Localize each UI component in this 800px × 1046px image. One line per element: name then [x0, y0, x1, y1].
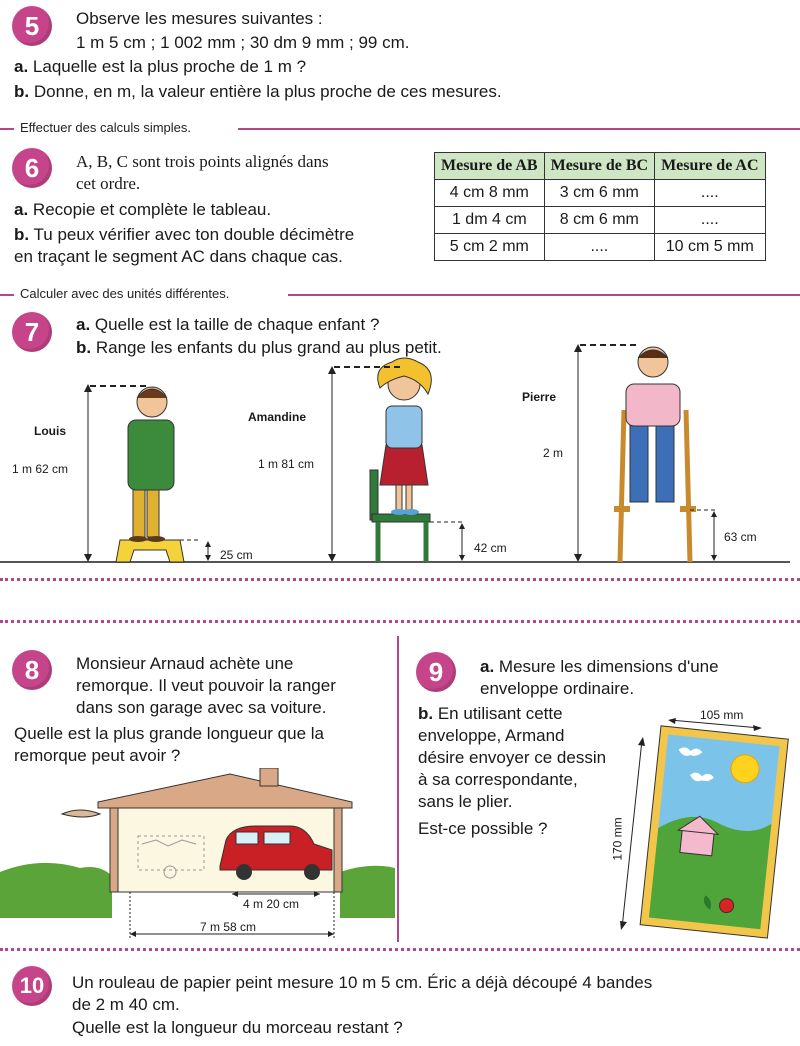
table-row [435, 234, 766, 261]
table-cell: 5 cm 2 mm [435, 234, 545, 261]
table-header: Mesure de BC [544, 153, 654, 180]
ex6-question-b-line2: en traçant le segment AC dans chaque cas. [14, 247, 343, 266]
ex6-b-label: b. [14, 225, 30, 244]
amandine-name: Amandine [248, 410, 307, 424]
ex10-line3: Quelle est la longueur du morceau restant ? [72, 1018, 403, 1037]
table-header: Mesure de AB [435, 153, 545, 180]
table-cell: 4 cm 8 mm [435, 180, 545, 207]
section-rule-left [0, 128, 14, 130]
ex5-a-text: Laquelle est la plus proche de 1 m ? [32, 57, 307, 76]
exercise-10-number: 10 [12, 966, 52, 1006]
dotted-separator [0, 578, 800, 581]
ex6-measure-table [434, 152, 766, 261]
column-divider [397, 636, 399, 942]
ex9-height-label: 170 mm [610, 817, 625, 861]
ex9-question-a-line2: enveloppe ordinaire. [480, 679, 635, 698]
ex7-a-label: a. [76, 315, 91, 334]
ex7-children-illustration [0, 340, 800, 590]
exercise-5-number: 5 [12, 6, 52, 46]
ex7-question-a [76, 314, 379, 336]
ex8-line2: remorque. Il veut pouvoir la ranger [76, 676, 336, 695]
ex8-question-line2: remorque peut avoir ? [14, 746, 181, 765]
section-rule-right [238, 128, 800, 130]
table-cell: 8 cm 6 mm [544, 207, 654, 234]
ex9-b-line1: En utilisant cette [437, 704, 563, 723]
exercise-8-number: 8 [12, 650, 52, 690]
ex5-measures: 1 m 5 cm ; 1 002 mm ; 30 dm 9 mm ; 99 cm. [76, 33, 410, 52]
ex5-b-text: Donne, en m, la valeur entière la plus proche de ces mesures. [33, 82, 502, 101]
table-row [435, 207, 766, 234]
table-header: Mesure de AC [655, 153, 765, 180]
table-cell: 1 dm 4 cm [435, 207, 545, 234]
ex5-question-a [14, 56, 306, 78]
dotted-separator [0, 948, 800, 951]
ex6-intro-line2: cet ordre. [76, 174, 141, 193]
ex9-question-a-line1 [480, 656, 719, 678]
ex5-a-label: a. [14, 57, 29, 76]
ex6-question-b-line1 [14, 224, 354, 246]
pierre-stilts-height: 63 cm [724, 530, 757, 544]
amandine-figure [370, 358, 431, 562]
exercise-6-number: 6 [12, 148, 52, 188]
amandine-chair-height: 42 cm [474, 541, 507, 555]
ex9-b-line4: à sa correspondante, [418, 770, 578, 789]
table-cell: .... [544, 234, 654, 261]
louis-name: Louis [34, 424, 66, 438]
ex9-question: Est-ce possible ? [418, 819, 548, 838]
ex8-car-length: 4 m 20 cm [243, 897, 300, 911]
table-cell: 10 cm 5 mm [655, 234, 765, 261]
ex5-question-b [14, 81, 502, 103]
ex6-question-a [14, 199, 271, 221]
table-cell: .... [655, 180, 765, 207]
ex10-line2: de 2 m 40 cm. [72, 995, 180, 1014]
ex9-a-label: a. [480, 657, 495, 676]
ex8-garage-length: 7 m 58 cm [200, 920, 257, 934]
ex8-line1: Monsieur Arnaud achète une [76, 654, 294, 673]
table-row [435, 180, 766, 207]
ex9-question-b-line1 [418, 703, 563, 725]
ex9-b-label: b. [418, 704, 434, 723]
ex9-width-label: 105 mm [700, 708, 744, 722]
ex9-b-line3: désire envoyer ce dessin [418, 748, 607, 767]
ex5-b-label: b. [14, 82, 30, 101]
section-title-different-units: Calculer avec des unités différentes. [20, 286, 230, 301]
ex9-a-line1: Mesure les dimensions d'une [498, 657, 719, 676]
louis-stool-height: 25 cm [220, 548, 253, 562]
section-rule-left [0, 294, 14, 296]
louis-height: 1 m 62 cm [12, 462, 69, 476]
ex10-line1: Un rouleau de papier peint mesure 10 m 5 cm. Éric a déjà découpé 4 bandes [72, 973, 653, 992]
section-title-simple-calculations: Effectuer des calculs simples. [20, 120, 191, 135]
pierre-name: Pierre [522, 390, 557, 404]
section-rule-right [288, 294, 800, 296]
ex8-garage-illustration [0, 768, 395, 940]
ex8-question-line1: Quelle est la plus grande longueur que la [14, 724, 324, 743]
exercise-7-number: 7 [12, 312, 52, 352]
amandine-height: 1 m 81 cm [258, 457, 315, 471]
louis-figure [116, 387, 184, 562]
pierre-figure [614, 347, 696, 562]
ex5-intro: Observe les mesures suivantes : [76, 9, 323, 28]
table-cell: 3 cm 6 mm [544, 180, 654, 207]
ex7-b-text: Range les enfants du plus grand au plus petit. [95, 338, 442, 357]
ex7-b-label: b. [76, 338, 92, 357]
ex9-b-line5: sans le plier. [418, 792, 513, 811]
pierre-height: 2 m [543, 446, 564, 460]
ex6-intro-line1: A, B, C sont trois points alignés dans [76, 152, 329, 171]
ex8-line3: dans son garage avec sa voiture. [76, 698, 327, 717]
ex9-drawing-illustration [600, 714, 800, 944]
table-cell: .... [655, 207, 765, 234]
ex9-b-line2: enveloppe, Armand [418, 726, 565, 745]
ex6-b-line1: Tu peux vérifier avec ton double décimètre [33, 225, 355, 244]
ex6-a-label: a. [14, 200, 29, 219]
dotted-separator [0, 620, 800, 623]
ex7-a-text: Quelle est la taille de chaque enfant ? [94, 315, 380, 334]
exercise-9-number: 9 [416, 652, 456, 692]
ex6-a-text: Recopie et complète le tableau. [32, 200, 272, 219]
